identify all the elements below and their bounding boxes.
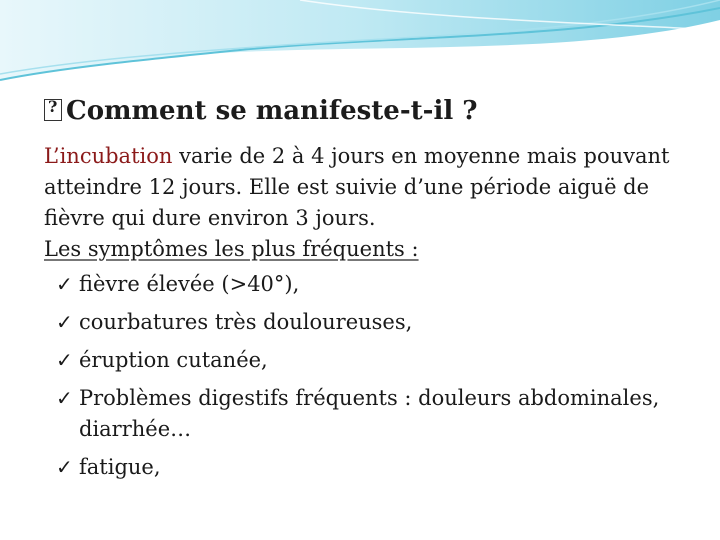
list-item: ✓ fatigue, — [44, 452, 704, 483]
slide-title-text: Comment se manifeste-t-il ? — [66, 96, 478, 126]
incubation-term: L’incubation — [44, 144, 173, 168]
list-item: ✓ Problèmes digestifs fréquents : douleurs abdominales, diarrhée… — [44, 383, 704, 445]
list-item: ✓ courbatures très douloureuses, — [44, 307, 704, 338]
checkmark-icon: ✓ — [56, 455, 73, 479]
slide-body — [44, 141, 704, 490]
slide-title — [44, 96, 477, 126]
intro-text: varie de 2 à 4 jours en moyenne mais pouvant atteindre 12 jours. Elle est suivie d’une période aiguë de fièvre qui dure environ 3 jours. — [44, 144, 670, 230]
checkmark-icon: ✓ — [56, 348, 73, 372]
list-item: ✓ éruption cutanée, — [44, 345, 704, 376]
checkmark-icon: ✓ — [56, 272, 73, 296]
intro-paragraph — [44, 141, 704, 234]
missing-glyph-icon — [44, 99, 62, 121]
symptoms-heading: Les symptômes les plus fréquents : — [44, 237, 419, 261]
symptoms-list — [44, 269, 704, 483]
header-wave-decoration — [0, 0, 720, 90]
checkmark-icon: ✓ — [56, 310, 73, 334]
checkmark-icon: ✓ — [56, 386, 73, 410]
list-item: ✓ fièvre élevée (>40°), — [44, 269, 704, 300]
